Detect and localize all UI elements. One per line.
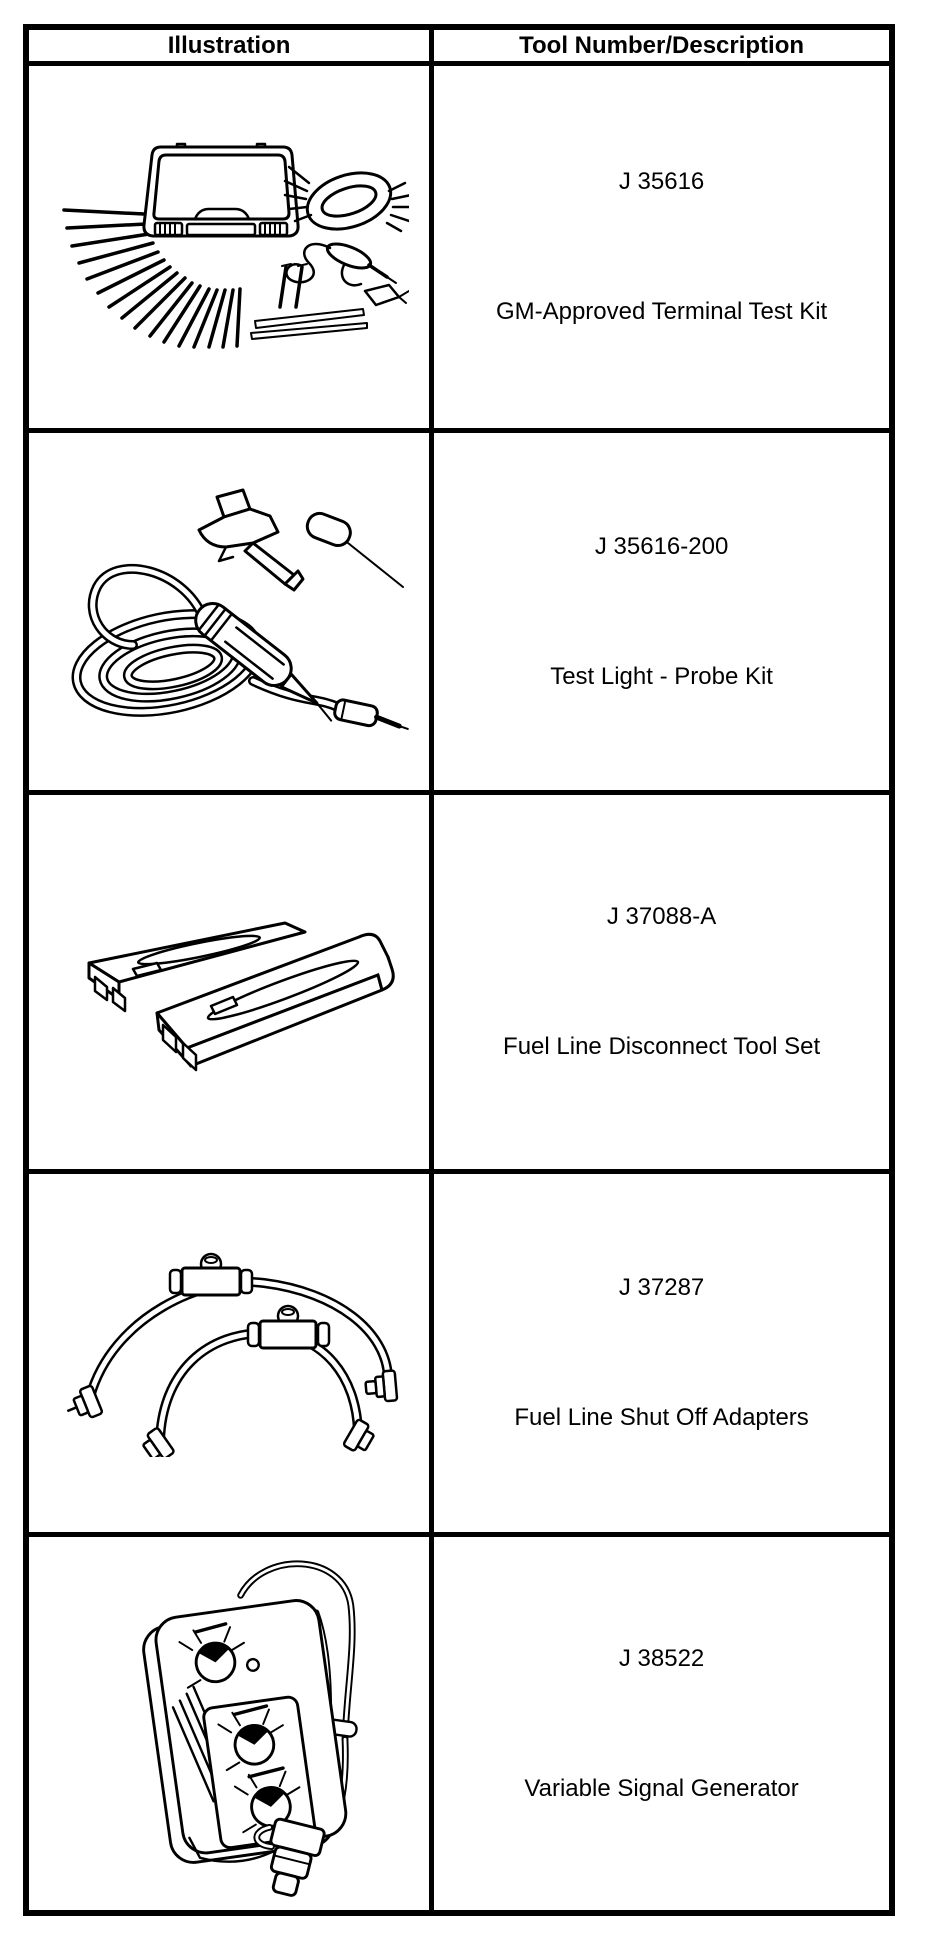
table-row: [26, 793, 892, 1172]
flat-terminal-strips: [251, 309, 367, 339]
tool-description: Fuel Line Disconnect Tool Set: [503, 1033, 821, 1060]
alligator-clip: [199, 490, 303, 590]
fuel-line-shut-off-adapters-illustration: [54, 1245, 404, 1457]
description-cell: [432, 431, 892, 793]
front-hose: [139, 1306, 377, 1457]
illustration-cell: [26, 64, 432, 431]
tool-number: J 35616-200: [594, 532, 729, 560]
illustration-cell: [26, 431, 432, 793]
tool-number: J 37088-A: [606, 903, 717, 930]
special-tools-table: [23, 24, 895, 1916]
test-light-probe-kit-illustration: [49, 467, 409, 752]
tool-description: GM-Approved Terminal Test Kit: [495, 298, 828, 325]
probe-with-cord: [287, 239, 410, 305]
column-header-label: Tool Number/Description: [519, 31, 805, 59]
illustration-cell: [26, 1535, 432, 1914]
table-row: [26, 1172, 892, 1535]
description-cell: [432, 1535, 892, 1914]
header-row: [26, 27, 892, 64]
wire-coil: [285, 162, 409, 238]
tool-description: Variable Signal Generator: [524, 1774, 799, 1802]
hose-end-fitting: [365, 1370, 398, 1403]
hose-end-fitting: [343, 1418, 377, 1455]
banana-plug: [333, 698, 409, 733]
column-header-tool-number-description: [432, 27, 892, 64]
column-header-label: Illustration: [167, 31, 291, 59]
description-cell: [432, 793, 892, 1172]
table-row: [26, 1535, 892, 1914]
variable-signal-generator-illustration: [84, 1541, 374, 1901]
illustration-cell: [26, 793, 432, 1172]
illustration-cell: [26, 1172, 432, 1535]
shut-off-valve: [170, 1254, 252, 1295]
fuel-line-disconnect-tool-set-illustration: [59, 885, 399, 1075]
shut-off-valve: [248, 1306, 329, 1348]
table-row: [26, 431, 892, 793]
tool-number: J 35616: [618, 168, 705, 195]
hose-end-fitting: [139, 1427, 174, 1457]
tool-number: J 37287: [618, 1274, 705, 1301]
description-cell: [432, 1172, 892, 1535]
needle-probe: [304, 509, 403, 586]
table-row: [26, 64, 892, 431]
coiled-cord: [68, 568, 339, 726]
carrying-case: [144, 144, 298, 236]
small-pin-pair: [280, 264, 307, 307]
description-cell: [432, 64, 892, 431]
terminal-test-kit-illustration: [49, 139, 409, 351]
tool-number: J 38522: [618, 1644, 705, 1672]
column-header-illustration: [26, 27, 432, 64]
tool-description: Test Light - Probe Kit: [550, 662, 773, 690]
tool-description: Fuel Line Shut Off Adapters: [514, 1404, 809, 1431]
